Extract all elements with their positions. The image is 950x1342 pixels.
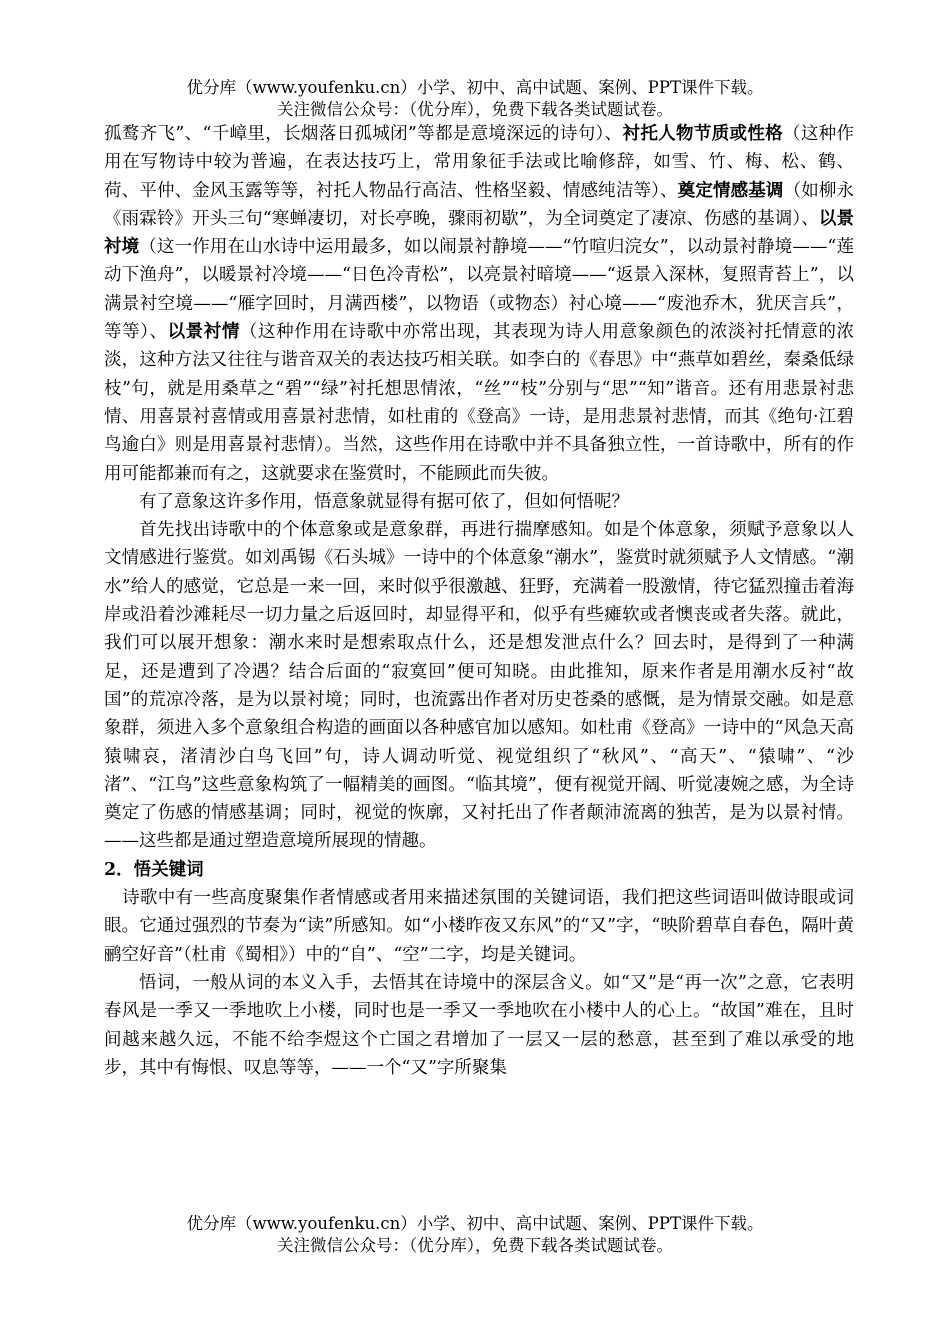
bold-term: 以景衬情: [167, 322, 240, 343]
paragraph-how-to: 有了意象这许多作用，悟意象就显得有据可依了，但如何悟呢？: [139, 491, 629, 512]
paragraph-image-perception: 首先找出诗歌中的个体意象或是意象群，再进行揣摩感知。如是个体意象，须赋予意象以人文情感进行鉴赏。如刘禹锡《石头城》一诗中的个体意象“潮水”，鉴赏时就须赋予人文情感。“潮水”给人的感觉，它总是一来一回，来时似乎很激越、狂野，充满着一股激情，待它猛烈撞击着海岸或沿着沙滩耗尽一切力量之后返回时，却显得平和，似乎有些瘫软或者懊丧或者失落。就此，我们可以展开想象：潮水来时是想索取点什么，还是想发泄点什么？回去时，是得到了一种满足，还是遭到了冷遇？结合后面的“寂寞回”便可知晓。由此推知，原来作者是用潮水反衬“故国”的荒凉冷落，是为以景衬境；同时，也流露出作者对历史苍桑的感慨，是为情景交融。如是意象群，须进入多个意象组合构造的画面以各种感官加以感知。如杜甫《登高》一诗中的“风急天高猿啸哀，渚清沙白鸟飞回”句，诗人调动听觉、视觉组织了“秋风”、“高天”、“猿啸”、“沙渚”、“江鸟”这些意象构筑了一幅精美的画图。“临其境”，便有视觉开阔、听觉凄婉之感，为全诗奠定了伤感的情感基调；同时，视觉的恢廓，又衬托出了作者颠沛流离的独苦，是为以景衬情。——这些都是通过塑造意境所展现的情趣。: [104, 520, 854, 852]
paragraph-key-words: 诗歌中有一些高度聚集作者情感或者用来描述氛围的关键词语，我们把这些词语叫做诗眼或词眼。它通过强烈的节奏为“读”所感知。如“小楼昨夜又东风”的“又”字，“映阶碧草自春色，隔叶黄鹂空好音”（杜甫《蜀相》）中的“自”、“空”二字，均是关键词。: [104, 888, 854, 965]
bold-term: 衬托人物节质或性格: [622, 124, 783, 144]
bold-term: 奠定情感基调: [677, 180, 784, 201]
paragraph-word-meaning: 悟词，一般从词的本义入手，去悟其在诗境中的深层含义。如“又”是“再一次”之意，它表明春风是一季又一季地吹上小楼，同时也是一季又一季地吹在小楼中人的心上。“故国”难在，且时间越来越久远，不能不给李煜这个亡国之君增加了一层又一层的愁意，甚至到了难以承受的地步，其中有悔恨、叹息等等，——一个“又”字所聚集: [104, 972, 854, 1078]
section-heading: 2．悟关键词: [104, 859, 204, 880]
footer-line-1: 优分库（www.youfenku.cn）小学、初中、高中试题、案例、PPT课件下载。: [186, 1214, 764, 1233]
bold-term: 以景衬境: [104, 208, 855, 258]
header-line-2: 关注微信公众号：（优分库），免费下载各类试题试卷。: [277, 100, 673, 119]
footer-line-2: 关注微信公众号：（优分库），免费下载各类试题试卷。: [277, 1236, 673, 1255]
paragraph-image-functions: 孤鹜齐飞”、“千嶂里，长烟落日孤城闭”等都是意境深远的诗句）、衬托人物节质或性格（这种作用在写物诗中较为普遍，在表达技巧上，常用象征手法或比喻修辞，如雪、竹、梅、松、鹤、荷、平仲、金风玉露等等，衬托人物品行高洁、性格坚毅、情感纯洁等）、奠定情感基调（如柳永《雨霖铃》开头三句“寒蝉凄切，对长亭晚，骤雨初歇”，为全词奠定了凄凉、伤感的基调）、以景衬境（这一作用在山水诗中运用最多，如以闹景衬静境——“竹喧归浣女”，以动景衬静境——“莲动下渔舟”，以暖景衬冷境——“日色冷青松”，以亮景衬暗境——“返景入深林，复照青苔上”，以满景衬空境——“雁字回时，月满西楼”，以物语（或物态）衬心境——“废池乔木，犹厌言兵”，等等）、以景衬情（这种作用在诗歌中亦常出现，其表现为诗人用意象颜色的浓淡衬托情意的浓淡，这种方法又往往与谐音双关的表达技巧相关联。如李白的《春思》中“燕草如碧丝，秦桑低绿枝”句，就是用桑草之“碧”“绿”衬托想思情浓，“丝”“枝”分别与“思”“知”谐音。还有用悲景衬悲情、用喜景衬喜情或用喜景衬悲情，如杜甫的《登高》一诗，是用悲景衬悲情，而其《绝句·江碧鸟逾白》则是用喜景衬悲情）。当然，这些作用在诗歌中并不具备独立性，一首诗歌中，所有的作用可能都兼而有之，这就要求在鉴赏时，不能顾此而失彼。: [104, 124, 855, 484]
header-line-1: 优分库（www.youfenku.cn）小学、初中、高中试题、案例、PPT课件下载。: [186, 78, 764, 97]
document-body: [104, 120, 854, 1082]
